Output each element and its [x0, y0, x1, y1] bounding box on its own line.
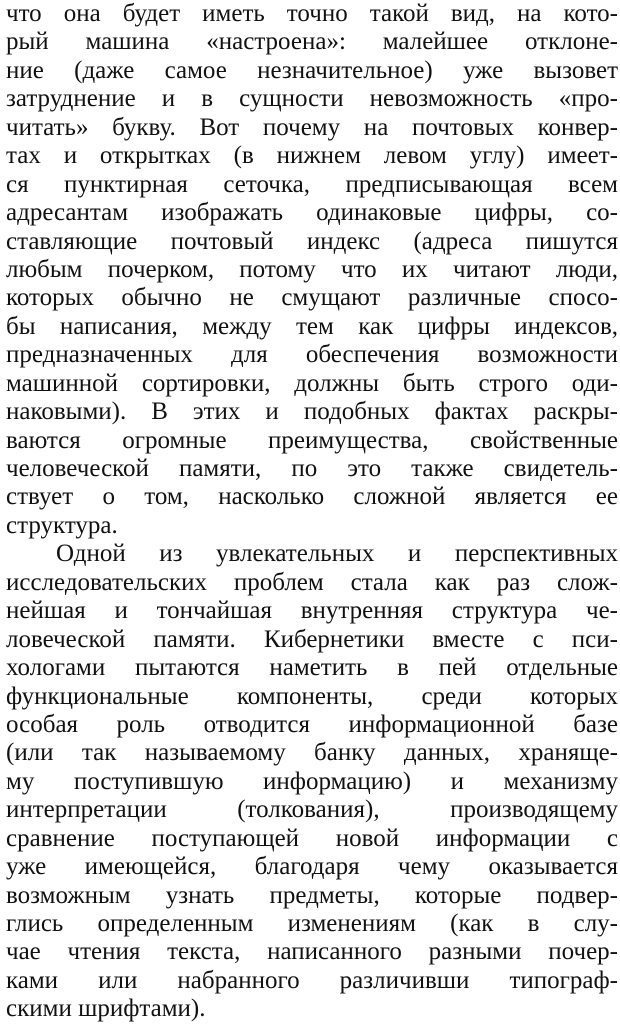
text-line: ками или набранного различивши типограф-	[6, 966, 618, 994]
text-line: читать» букву. Вот почему на почтовых конвер-	[6, 113, 618, 141]
text-line: скими шрифтами).	[6, 995, 206, 1023]
text-line: структура.	[6, 511, 118, 539]
text-line: функциональные компоненты, среди которых	[6, 682, 618, 710]
text-line: рый машина «настроена»: малейшее отклоне-	[6, 28, 618, 56]
text-line: любым почерком, потому что их читают люди,	[6, 255, 618, 283]
text-line: что она будет иметь точно такой вид, на кото-	[6, 0, 618, 27]
text-line: предназначенных для обеспечения возможности	[6, 341, 618, 369]
paragraph-1	[6, 0, 618, 540]
text-line: нейшая и тончайшая внутренняя структура че-	[6, 597, 618, 625]
text-line: сравнение поступающей новой информации с	[6, 824, 618, 852]
text-line: адресантам изображать одинаковые цифры, со-	[6, 199, 618, 227]
text-line: возможным узнать предметы, которые подвер-	[6, 881, 618, 909]
text-line: Одной из увлекательных и перспективных	[56, 540, 618, 568]
text-line: ствует о том, насколько сложной является ее	[6, 483, 618, 511]
text-line: ловеческой памяти. Кибернетики вместе с пси-	[6, 625, 618, 653]
text-line: чае чтения текста, написанного разными почер-	[6, 938, 618, 966]
text-line: бы написания, между тем как цифры индексов,	[6, 312, 618, 340]
text-line: затруднение и в сущности невозможность «про-	[6, 85, 618, 113]
text-line: ся пунктирная сеточка, предписывающая всем	[6, 170, 618, 198]
text-line: особая роль отводится информационной базе	[6, 710, 618, 738]
paragraph-2	[6, 540, 618, 1023]
text-line: тах и открытках (в нижнем левом углу) имеет-	[6, 142, 618, 170]
text-line: хологами пытаются наметить в пей отдельные	[6, 654, 618, 682]
text-line: которых обычно не смущают различные спосо-	[6, 284, 618, 312]
text-line: исследовательских проблем стала как раз слож-	[6, 568, 618, 596]
text-line: наковыми). В этих и подобных фактах раскры-	[6, 398, 618, 426]
text-line: человеческой памяти, по это также свидетель-	[6, 455, 618, 482]
text-line: му поступившую информацию) и механизму	[6, 767, 618, 795]
text-line: ние (даже самое незначительное) уже вызовет	[6, 56, 618, 84]
text-line: ставляющие почтовый индекс (адреса пишутся	[6, 227, 618, 255]
text-line: уже имеющейся, благодаря чему оказывается	[6, 853, 618, 881]
text-line: (или так называемому банку данных, храняще-	[6, 739, 618, 767]
text-line: машинной сортировки, должны быть строго оди-	[6, 369, 618, 397]
text-line: ваются огромные преимущества, свойственные	[6, 426, 618, 454]
document-page	[6, 0, 618, 1024]
text-line: глись определенным изменениям (как в слу-	[6, 910, 618, 937]
text-line: интерпретации (толкования), производящему	[6, 796, 618, 824]
